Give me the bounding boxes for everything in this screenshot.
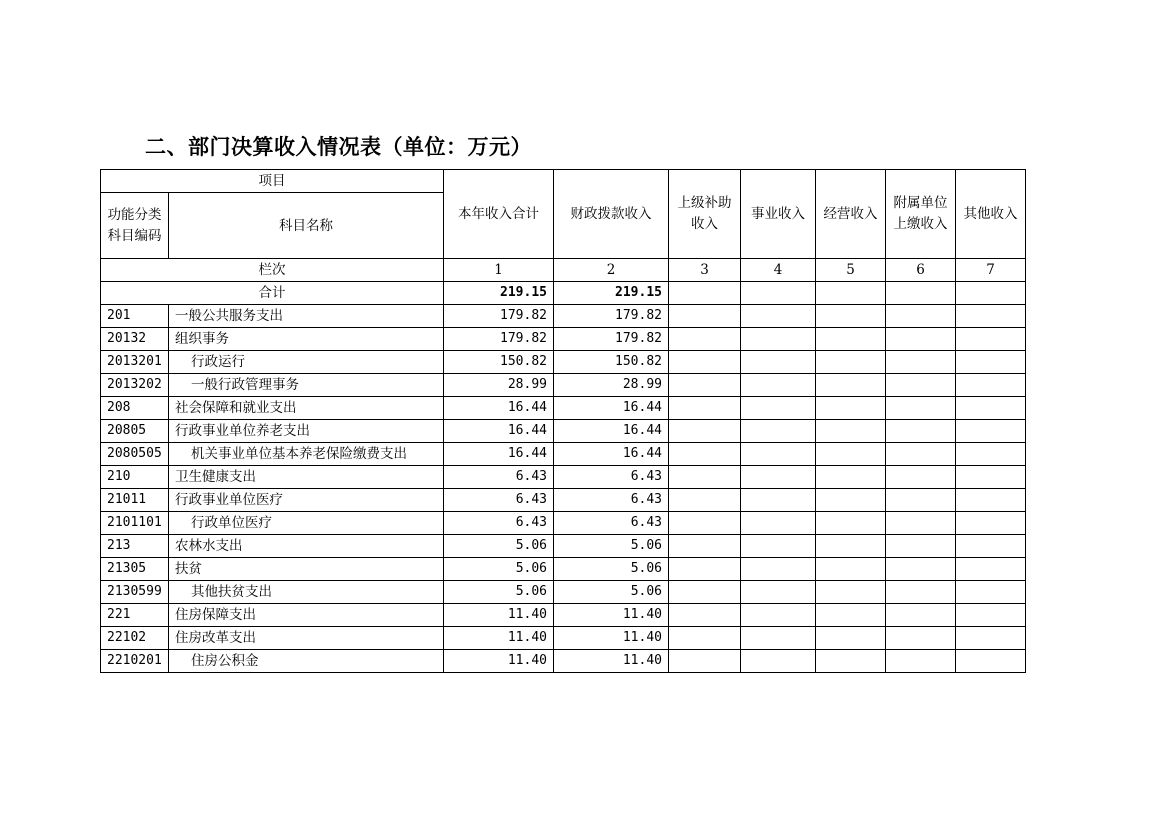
amount-cell: 28.99 (554, 374, 669, 397)
subject-name-cell: 扶贫 (169, 558, 444, 581)
amount-cell (669, 558, 741, 581)
subject-name-cell: 农林水支出 (169, 535, 444, 558)
amount-cell (816, 397, 886, 420)
amount-cell (816, 305, 886, 328)
table-row (101, 558, 1026, 581)
total-cell (669, 282, 741, 305)
amount-cell (741, 328, 816, 351)
subject-name-cell: 行政事业单位养老支出 (169, 420, 444, 443)
subject-code-cell: 208 (101, 397, 169, 420)
total-cell (956, 282, 1026, 305)
amount-cell (886, 581, 956, 604)
subject-code-cell: 2013202 (101, 374, 169, 397)
amount-cell (816, 328, 886, 351)
table-row (101, 581, 1026, 604)
subject-code-cell: 210 (101, 466, 169, 489)
amount-cell (956, 466, 1026, 489)
total-cell (741, 282, 816, 305)
amount-cell (956, 512, 1026, 535)
total-row (101, 282, 1026, 305)
amount-cell (669, 305, 741, 328)
amount-cell (956, 328, 1026, 351)
page-title: 二、部门决算收入情况表（单位：万元） (145, 135, 532, 159)
subject-name-cell: 组织事务 (169, 328, 444, 351)
amount-cell (956, 420, 1026, 443)
table-row (101, 489, 1026, 512)
amount-cell: 6.43 (444, 512, 554, 535)
amount-cell (816, 535, 886, 558)
table-row (101, 397, 1026, 420)
amount-cell (669, 489, 741, 512)
amount-cell (886, 328, 956, 351)
amount-cell (741, 650, 816, 673)
amount-cell (886, 604, 956, 627)
amount-cell (956, 397, 1026, 420)
subject-name-cell: 一般公共服务支出 (169, 305, 444, 328)
amount-cell (741, 489, 816, 512)
project-header: 项目 (101, 170, 444, 193)
table-row (101, 443, 1026, 466)
amount-cell: 11.40 (554, 627, 669, 650)
income-table (100, 169, 1026, 673)
index-cell: 5 (816, 259, 886, 282)
amount-cell (741, 627, 816, 650)
amount-cell (956, 558, 1026, 581)
subject-name-cell: 社会保障和就业支出 (169, 397, 444, 420)
amount-cell: 179.82 (444, 328, 554, 351)
subject-name-cell: 卫生健康支出 (169, 466, 444, 489)
index-row-label: 栏次 (101, 259, 444, 282)
amount-cell (886, 489, 956, 512)
amount-cell (956, 627, 1026, 650)
subject-name-cell: 行政事业单位医疗 (169, 489, 444, 512)
column-header-superior-subsidy: 上级补助收入 (669, 170, 741, 259)
index-cell: 7 (956, 259, 1026, 282)
column-header-total-income: 本年收入合计 (444, 170, 554, 259)
amount-cell (816, 581, 886, 604)
table-row (101, 535, 1026, 558)
amount-cell (956, 604, 1026, 627)
amount-cell: 179.82 (444, 305, 554, 328)
subject-name-cell: 其他扶贫支出 (169, 581, 444, 604)
amount-cell: 5.06 (554, 535, 669, 558)
amount-cell: 16.44 (554, 443, 669, 466)
amount-cell (741, 466, 816, 489)
column-header-operating-income: 经营收入 (816, 170, 886, 259)
subject-name-cell: 住房保障支出 (169, 604, 444, 627)
column-header-affiliated-unit-income: 附属单位上缴收入 (886, 170, 956, 259)
amount-cell: 5.06 (554, 558, 669, 581)
amount-cell: 16.44 (444, 443, 554, 466)
amount-cell (886, 466, 956, 489)
amount-cell (886, 512, 956, 535)
amount-cell (669, 328, 741, 351)
index-cell: 4 (741, 259, 816, 282)
subject-name-cell: 行政运行 (169, 351, 444, 374)
amount-cell (886, 535, 956, 558)
index-cell: 6 (886, 259, 956, 282)
amount-cell (741, 305, 816, 328)
amount-cell (669, 512, 741, 535)
amount-cell (956, 305, 1026, 328)
amount-cell (741, 604, 816, 627)
amount-cell (886, 374, 956, 397)
header-row-1 (101, 170, 1026, 193)
amount-cell (669, 443, 741, 466)
subject-code-cell: 2101101 (101, 512, 169, 535)
subject-code-cell: 201 (101, 305, 169, 328)
subject-code-cell: 22102 (101, 627, 169, 650)
amount-cell: 179.82 (554, 328, 669, 351)
amount-cell (956, 351, 1026, 374)
amount-cell (816, 420, 886, 443)
amount-cell (886, 627, 956, 650)
amount-cell (741, 558, 816, 581)
subject-name-cell: 住房改革支出 (169, 627, 444, 650)
amount-cell: 11.40 (444, 650, 554, 673)
amount-cell (816, 443, 886, 466)
subject-code-cell: 221 (101, 604, 169, 627)
amount-cell: 11.40 (554, 650, 669, 673)
table-row (101, 328, 1026, 351)
table-row (101, 604, 1026, 627)
amount-cell (669, 581, 741, 604)
amount-cell (669, 627, 741, 650)
amount-cell (669, 397, 741, 420)
amount-cell: 5.06 (444, 535, 554, 558)
index-row (101, 259, 1026, 282)
amount-cell (669, 420, 741, 443)
amount-cell: 11.40 (444, 627, 554, 650)
amount-cell (816, 512, 886, 535)
subject-code-cell: 20132 (101, 328, 169, 351)
amount-cell (669, 650, 741, 673)
amount-cell (886, 305, 956, 328)
index-cell: 2 (554, 259, 669, 282)
table-row (101, 420, 1026, 443)
amount-cell (886, 397, 956, 420)
subject-code-cell: 2210201 (101, 650, 169, 673)
amount-cell (956, 374, 1026, 397)
amount-cell: 6.43 (554, 489, 669, 512)
amount-cell (886, 558, 956, 581)
amount-cell (956, 581, 1026, 604)
total-cell: 219.15 (554, 282, 669, 305)
amount-cell (741, 581, 816, 604)
subject-code-cell: 2080505 (101, 443, 169, 466)
amount-cell: 6.43 (554, 466, 669, 489)
amount-cell: 179.82 (554, 305, 669, 328)
table-row (101, 466, 1026, 489)
amount-cell (741, 535, 816, 558)
table-row (101, 305, 1026, 328)
amount-cell (816, 466, 886, 489)
subject-code-cell: 21011 (101, 489, 169, 512)
total-cell (816, 282, 886, 305)
amount-cell: 150.82 (444, 351, 554, 374)
func-code-header: 功能分类科目编码 (101, 193, 169, 259)
amount-cell: 16.44 (554, 397, 669, 420)
column-header-business-income: 事业收入 (741, 170, 816, 259)
amount-cell (741, 420, 816, 443)
amount-cell (816, 489, 886, 512)
amount-cell: 6.43 (554, 512, 669, 535)
amount-cell: 28.99 (444, 374, 554, 397)
amount-cell: 5.06 (444, 558, 554, 581)
subject-name-cell: 住房公积金 (169, 650, 444, 673)
amount-cell: 150.82 (554, 351, 669, 374)
table-row (101, 627, 1026, 650)
table-row (101, 512, 1026, 535)
amount-cell (956, 489, 1026, 512)
amount-cell: 6.43 (444, 489, 554, 512)
subject-name-cell: 机关事业单位基本养老保险缴费支出 (169, 443, 444, 466)
amount-cell (956, 443, 1026, 466)
subject-code-cell: 2130599 (101, 581, 169, 604)
amount-cell (816, 650, 886, 673)
amount-cell: 5.06 (554, 581, 669, 604)
amount-cell (816, 374, 886, 397)
amount-cell (669, 604, 741, 627)
amount-cell (816, 604, 886, 627)
subject-code-cell: 213 (101, 535, 169, 558)
amount-cell (956, 650, 1026, 673)
amount-cell (669, 374, 741, 397)
table-row (101, 351, 1026, 374)
amount-cell: 16.44 (554, 420, 669, 443)
amount-cell (816, 627, 886, 650)
subject-code-cell: 2013201 (101, 351, 169, 374)
amount-cell (816, 351, 886, 374)
amount-cell (886, 351, 956, 374)
amount-cell (886, 650, 956, 673)
subject-name-cell: 一般行政管理事务 (169, 374, 444, 397)
amount-cell (741, 397, 816, 420)
column-header-fiscal-appropriation: 财政拨款收入 (554, 170, 669, 259)
subject-code-cell: 21305 (101, 558, 169, 581)
total-cell (886, 282, 956, 305)
amount-cell: 16.44 (444, 420, 554, 443)
total-cell: 219.15 (444, 282, 554, 305)
amount-cell (669, 535, 741, 558)
amount-cell (669, 351, 741, 374)
amount-cell: 11.40 (554, 604, 669, 627)
amount-cell (956, 535, 1026, 558)
amount-cell (816, 558, 886, 581)
subject-name-cell: 行政单位医疗 (169, 512, 444, 535)
amount-cell: 5.06 (444, 581, 554, 604)
subject-name-header: 科目名称 (169, 193, 444, 259)
amount-cell: 16.44 (444, 397, 554, 420)
index-cell: 1 (444, 259, 554, 282)
table-row (101, 374, 1026, 397)
amount-cell: 11.40 (444, 604, 554, 627)
amount-cell (886, 420, 956, 443)
amount-cell (886, 443, 956, 466)
column-header-other-income: 其他收入 (956, 170, 1026, 259)
amount-cell (741, 443, 816, 466)
index-cell: 3 (669, 259, 741, 282)
amount-cell (741, 512, 816, 535)
subject-code-cell: 20805 (101, 420, 169, 443)
total-row-label: 合计 (101, 282, 444, 305)
amount-cell: 6.43 (444, 466, 554, 489)
amount-cell (669, 466, 741, 489)
table-row (101, 650, 1026, 673)
amount-cell (741, 351, 816, 374)
amount-cell (741, 374, 816, 397)
